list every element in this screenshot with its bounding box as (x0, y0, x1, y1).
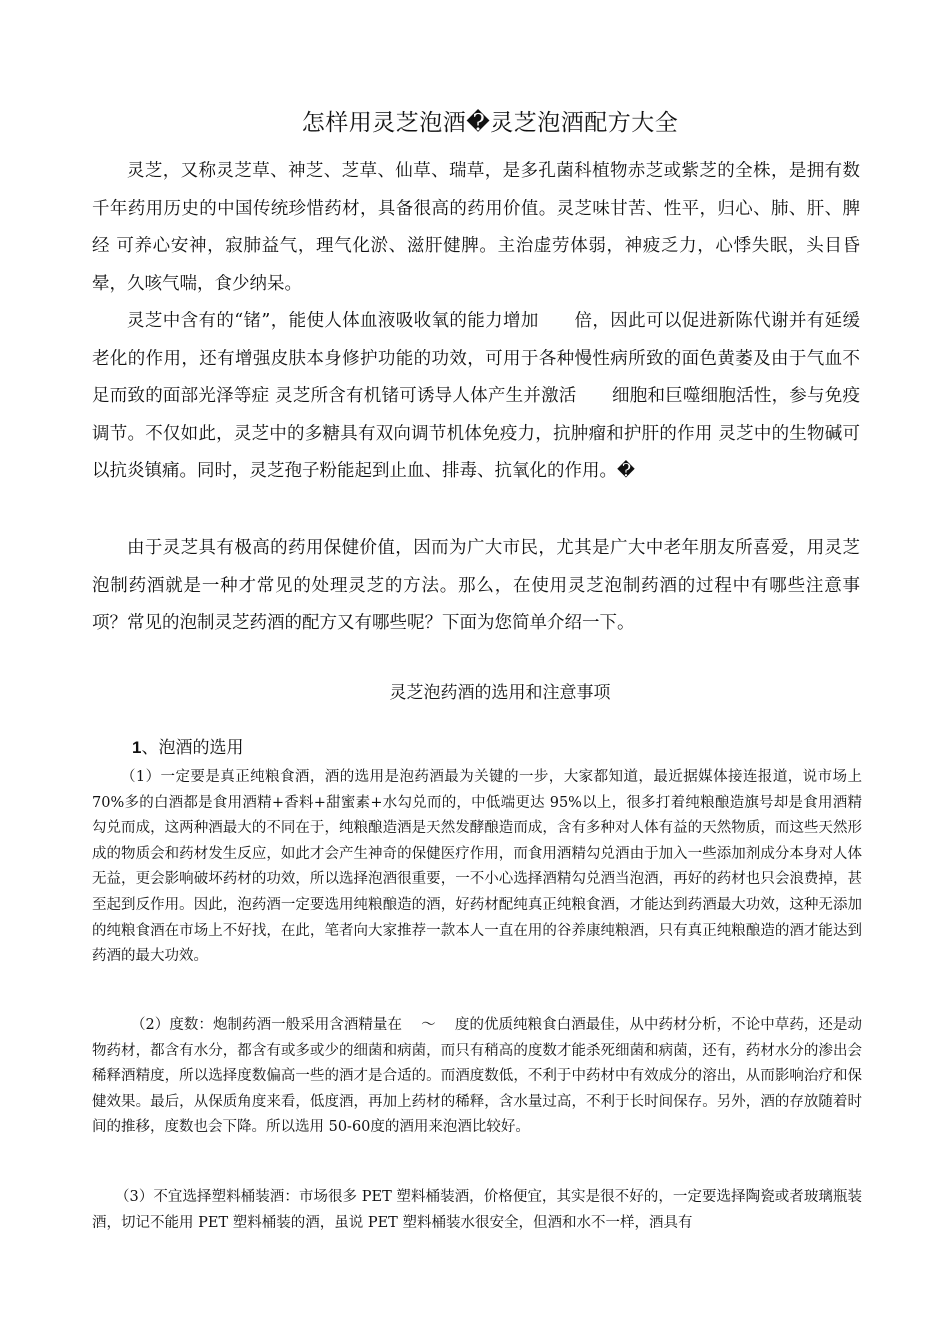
page-title: 怎样用灵芝泡酒�灵芝泡酒配方大全 (301, 110, 679, 136)
body-paragraph: （3）不宜选择塑料桶装酒：市场很多 PET 塑料桶装酒，价格便宜，其实是很不好的，一定要选择陶瓷或者玻璃瓶装酒，切记不能用 PET 塑料桶装的酒，虽说 PET 塑料桶装水很安全，但酒和水不一样，酒具有 (92, 1189, 862, 1231)
intro-paragraph: 灵芝，又称灵芝草、神芝、芝草、仙草、瑞草，是多孔菌科植物赤芝或紫芝的全株，是拥有数千年药用历史的中国传统珍惜药材，具备很高的药用价值。灵芝味甘苦、性平，归心、肺、肝、脾经 可养心安神，寂肺益气，理气化淤、滋肝健脾。主治虚劳体弱，神疲乏力，心悸失眠，头目昏晕，久咳气喘，食少纳呆。 (92, 161, 860, 294)
body-paragraph: （1）一定要是真正纯粮食酒，酒的选用是泡药酒最为关键的一步，大家都知道，最近据媒体接连报道，说市场上 70%多的白酒都是食用酒精+香料+甜蜜素+水勾兑而的，中低端更达 95%以上，很多打着纯粮酿造旗号却是食用酒精勾兑而成，这两种酒最大的不同在于，纯粮酿造酒是天然发酵酿造而成，含有多种对人体有益的天然物质，而这些天然形成的物质会和药材发生反应，如此才会产生神奇的保健医疗作用，而食用酒精勾兑酒由于加入一些添加剂成分本身对人体无益，更会影响破坏药材的功效，所以选择泡酒很重要，一不小心选择酒精勾兑酒当泡酒，再好的药材也只会浪费掉，甚至起到反作用。因此，泡药酒一定要选用纯粮酿造的酒，好药材配纯真正纯粮食酒，才能达到药酒最大功效，这种无添加的纯粮食酒在市场上不好找，在此，笔者向大家推荐一款本人一直在用的谷养康纯粮酒，只有真正纯粮酿造的酒才能达到药酒的最大功效。 (92, 769, 862, 965)
subsection-heading (132, 734, 243, 762)
intro-paragraph: 由于灵芝具有极高的药用保健价值，因而为广大市民，尤其是广大中老年朋友所喜爱，用灵芝泡制药酒就是一种才常见的处理灵芝的方法。那么，在使用灵芝泡制药酒的过程中有哪些注意事项？常见的泡制灵芝药酒的配方又有哪些呢？下面为您简单介绍一下。 (92, 538, 860, 633)
body-paragraph: （2）度数：炮制药酒一般采用含酒精量在 ～ 度的优质纯粮食白酒最佳，从中药材分析，不论中草药，还是动物药材，都含有水分，都含有或多或少的细菌和病菌，而只有稍高的度数才能杀死细菌和病菌，还有，药材水分的渗出会稀释酒精度，所以选择度数偏高一些的酒才是合适的。而酒度数低，不利于中药材中有效成分的溶出，从而影响治疗和保健效果。最后，从保质角度来看，低度酒，再加上药材的稀释，含水量过高，不利于长时间保存。另外，酒的存放随着时间的推移，度数也会下降。所以选用 50-60度的酒用来泡酒比较好。 (92, 1017, 862, 1136)
subsection-title: 、泡酒的选用 (141, 738, 244, 758)
subsection-number: 1 (132, 738, 142, 757)
intro-paragraph: 灵芝中含有的“锗”，能使人体血液吸收氧的能力增加 倍，因此可以促进新陈代谢并有延缓老化的作用，还有增强皮肤本身修护功能的功效，可用于各种慢性病所致的面色黄萎及由于气血不足而致的面部光泽等症 灵芝所含有机锗可诱导人体产生并激活 细胞和巨噬细胞活性，参与免疫调节。不仅如此，灵芝中的多糖具有双向调节机体免疫力，抗肿瘤和护肝的作用 灵芝中的生物碱可以抗炎镇痛。同时，灵芝孢子粉能起到止血、排毒、抗氧化的作用。� (92, 311, 860, 481)
section-heading: 灵芝泡药酒的选用和注意事项 (389, 683, 611, 703)
